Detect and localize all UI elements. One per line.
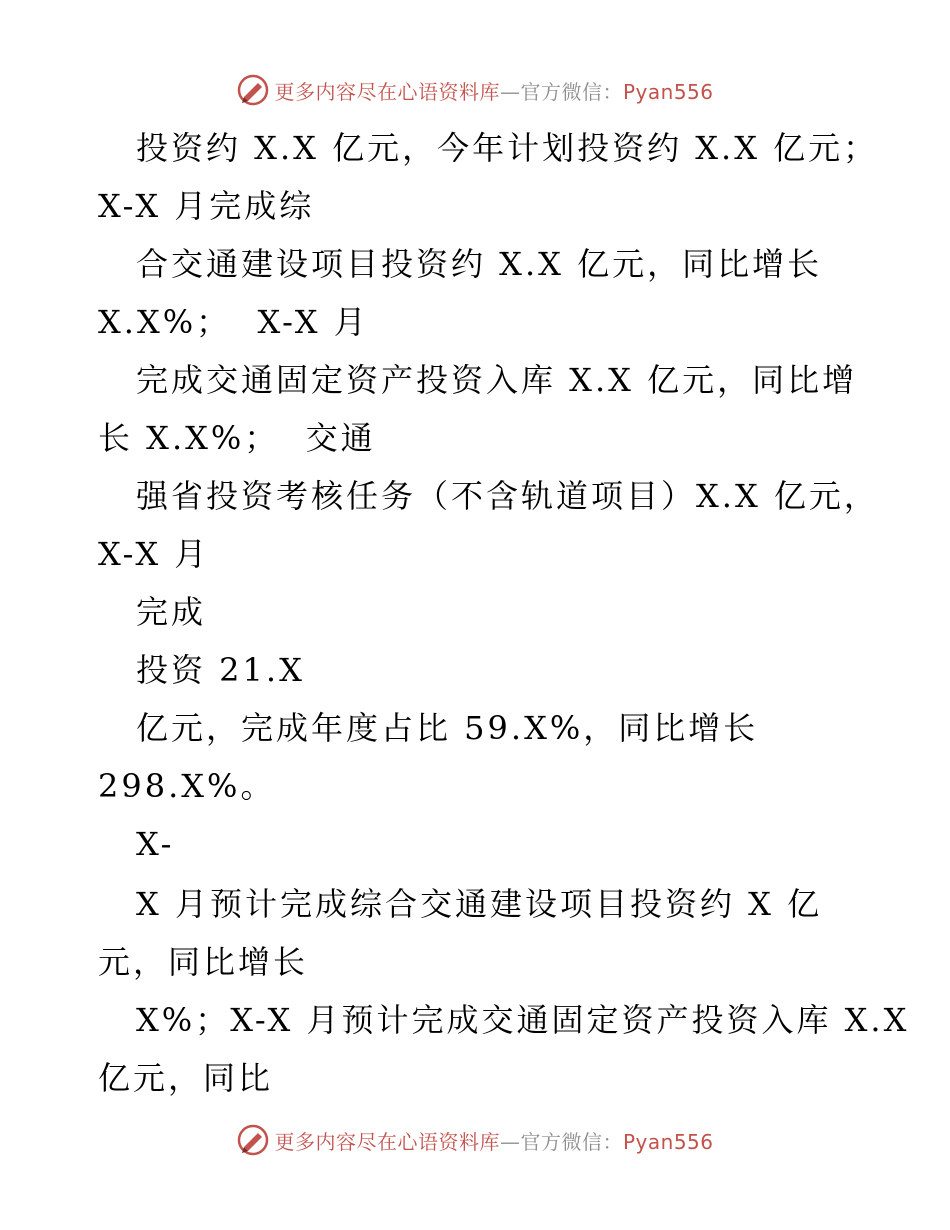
- watermark-main: 更多内容尽在心语资料库: [274, 79, 500, 104]
- text-line: 强省投资考核任务（不含轨道项目）X.X 亿元，: [136, 477, 879, 515]
- watermark-handle: Pyan556: [622, 79, 714, 104]
- watermark-dash: —: [499, 1129, 521, 1154]
- text-line: X 月预计完成综合交通建设项目投资约 X 亿: [136, 885, 823, 923]
- text-line: 元，同比增长: [98, 943, 309, 981]
- text-line: X-: [136, 825, 175, 863]
- footer-watermark: [0, 1122, 950, 1158]
- text-line: 完成: [136, 593, 207, 631]
- watermark-text: [274, 1126, 713, 1155]
- text-line: X-X 月完成综: [98, 187, 315, 225]
- watermark-prefix: 官方微信：: [520, 79, 623, 104]
- pen-logo-icon: [236, 1123, 270, 1157]
- text-line: 亿元，完成年度占比 59.X%，同比增长: [136, 709, 759, 747]
- text-line: 完成交通固定资产投资入库 X.X 亿元，同比增: [136, 361, 858, 399]
- watermark-dash: —: [499, 79, 521, 104]
- text-line: 合交通建设项目投资约 X.X 亿元，同比增长: [136, 245, 823, 283]
- watermark-prefix: 官方微信：: [520, 1129, 623, 1154]
- text-line: X-X 月: [98, 535, 210, 573]
- text-line: X.X%； X-X 月: [98, 303, 369, 341]
- text-line: 长 X.X%； 交通: [98, 419, 376, 457]
- text-line: 亿元，同比: [98, 1059, 274, 1097]
- text-line: 投资约 X.X 亿元，今年计划投资约 X.X 亿元；: [136, 129, 879, 167]
- watermark-main: 更多内容尽在心语资料库: [274, 1129, 500, 1154]
- text-line: 298.X%。: [98, 767, 276, 805]
- text-line: X%；X-X 月预计完成交通固定资产投资入库 X.X: [136, 1001, 910, 1039]
- watermark-handle: Pyan556: [622, 1129, 714, 1154]
- text-line: 投资 21.X: [136, 651, 305, 689]
